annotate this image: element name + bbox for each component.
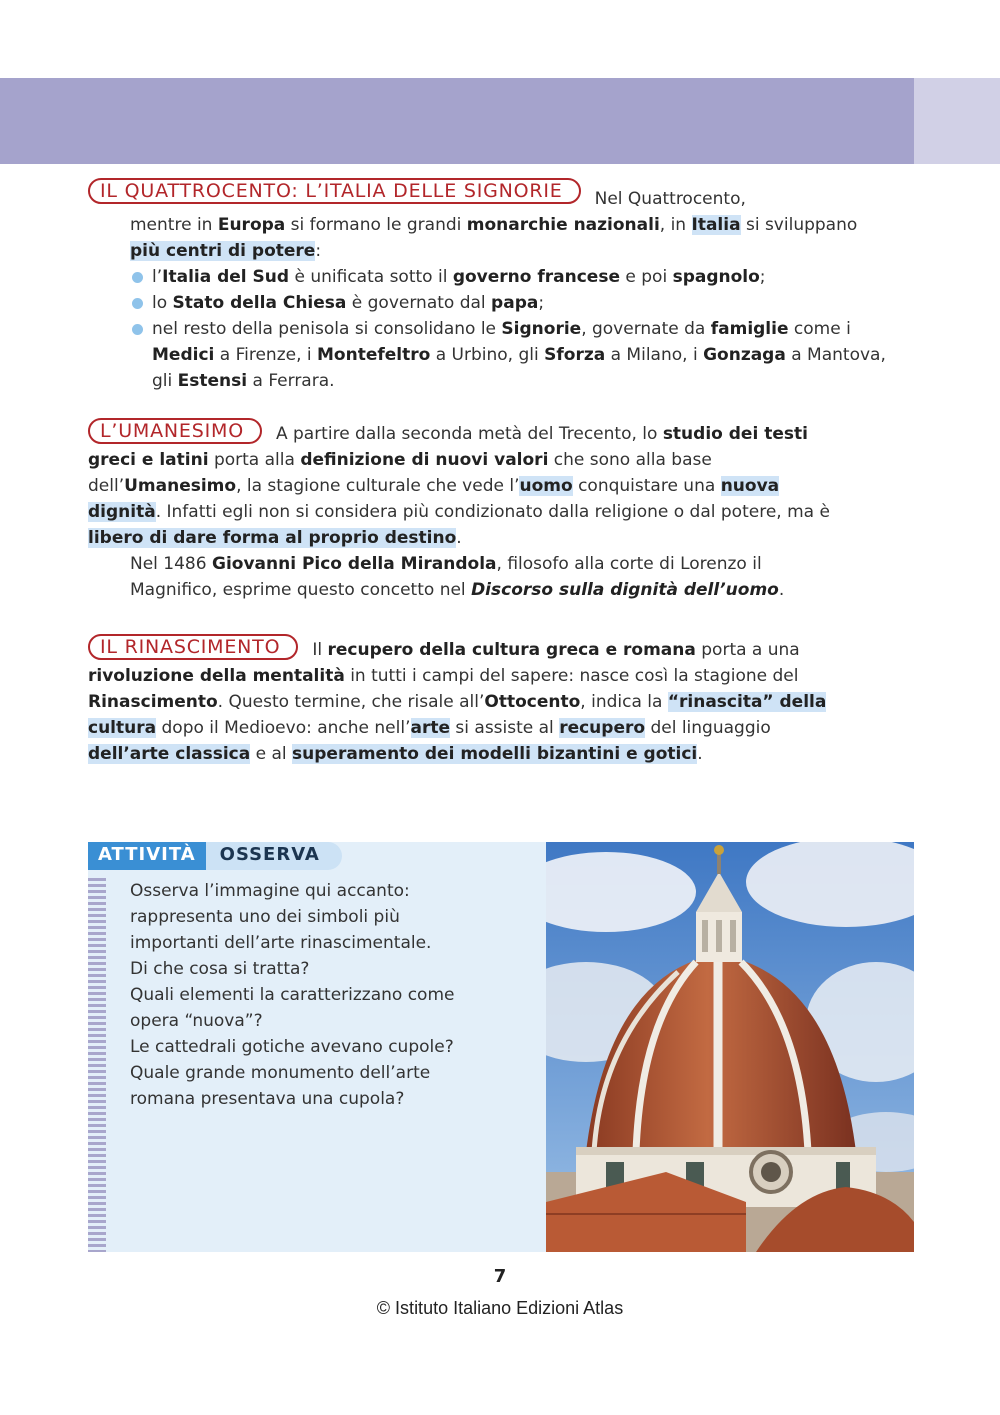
section-rinascimento: [88, 636, 848, 767]
s1-paragraph: mentre in Europa si formano le grandi monarchie nazionali, in Italia si sviluppano più centri di potere:: [130, 215, 858, 261]
activity-box: [88, 842, 546, 1252]
activity-tab: [88, 842, 342, 870]
list-item: l’Italia del Sud è unificata sotto il governo francese e poi spagnolo;: [130, 264, 888, 290]
page-number: 7: [493, 1266, 507, 1287]
s2-paragraph-2: Nel 1486 Giovanni Pico della Mirandola, filosofo alla corte di Lorenzo il Magnifico, esprime questo concetto nel Discorso sulla dignità dell’uomo.: [130, 554, 785, 600]
dome-illustration: [546, 842, 914, 1252]
header-band: [0, 78, 914, 164]
heading-rinascimento: IL RINASCIMENTO: [88, 634, 298, 660]
activity-title: OSSERVA: [206, 842, 342, 870]
header-band-edge: [914, 78, 1000, 164]
section-quattrocento: [88, 180, 888, 394]
list-item: nel resto della penisola si consolidano le Signorie, governate da famiglie come i Medici a Firenze, i Montefeltro a Urbino, gli Sforza a Milano, i Gonzaga a Mantova, gli Estensi a Ferrara.: [130, 316, 888, 394]
section-umanesimo: [88, 420, 848, 603]
activity-label: ATTIVITÀ: [88, 842, 206, 870]
question-line: rappresenta uno dei simboli più: [130, 907, 400, 927]
decorative-stripes: [88, 878, 106, 1252]
activity-questions: [130, 878, 530, 1112]
s1-intro: Nel Quattrocento,: [594, 189, 746, 209]
question-line: Di che cosa si tratta?: [130, 959, 310, 979]
s1-bullet-list: [88, 264, 888, 394]
question-line: Osserva l’immagine qui accanto:: [130, 881, 410, 901]
question-line: Quali elementi la caratterizzano come: [130, 985, 455, 1005]
question-line: Le cattedrali gotiche avevano cupole?: [130, 1037, 454, 1057]
dome-photo: [546, 842, 914, 1252]
heading-umanesimo: L’UMANESIMO: [88, 418, 262, 444]
question-line: Quale grande monumento dell’arte: [130, 1063, 431, 1083]
question-line: importanti dell’arte rinascimentale.: [130, 933, 432, 953]
copyright-notice: © Istituto Italiano Edizioni Atlas: [376, 1298, 624, 1318]
heading-quattrocento: IL QUATTROCENTO: L’ITALIA DELLE SIGNORIE: [88, 178, 581, 204]
s2-paragraph: L’UMANESIMO A partire dalla seconda metà del Trecento, lo studio dei testi greci e latini porta alla definizione di nuovi valori che sono alla base dell’Umanesimo, la stagione culturale che vede l’uomo conquistare una nuova dignità. Infatti egli non si considera più condizionato dalla religione o dal potere, ma è libero di dare forma al proprio destino.: [88, 420, 830, 548]
question-line: romana presentava una cupola?: [130, 1089, 405, 1109]
question-line: opera “nuova”?: [130, 1011, 263, 1031]
list-item: lo Stato della Chiesa è governato dal papa;: [130, 290, 888, 316]
s3-paragraph: IL RINASCIMENTO Il recupero della cultura greca e romana porta a una rivoluzione della mentalità in tutti i campi del sapere: nasce così la stagione del Rinascimento. Questo termine, che risale all’Ottocento, indica la “rinascita” della cultura dopo il Medioevo: anche nell’arte si assiste al recupero del linguaggio dell’arte classica e al superamento dei modelli bizantini e gotici.: [88, 636, 827, 764]
